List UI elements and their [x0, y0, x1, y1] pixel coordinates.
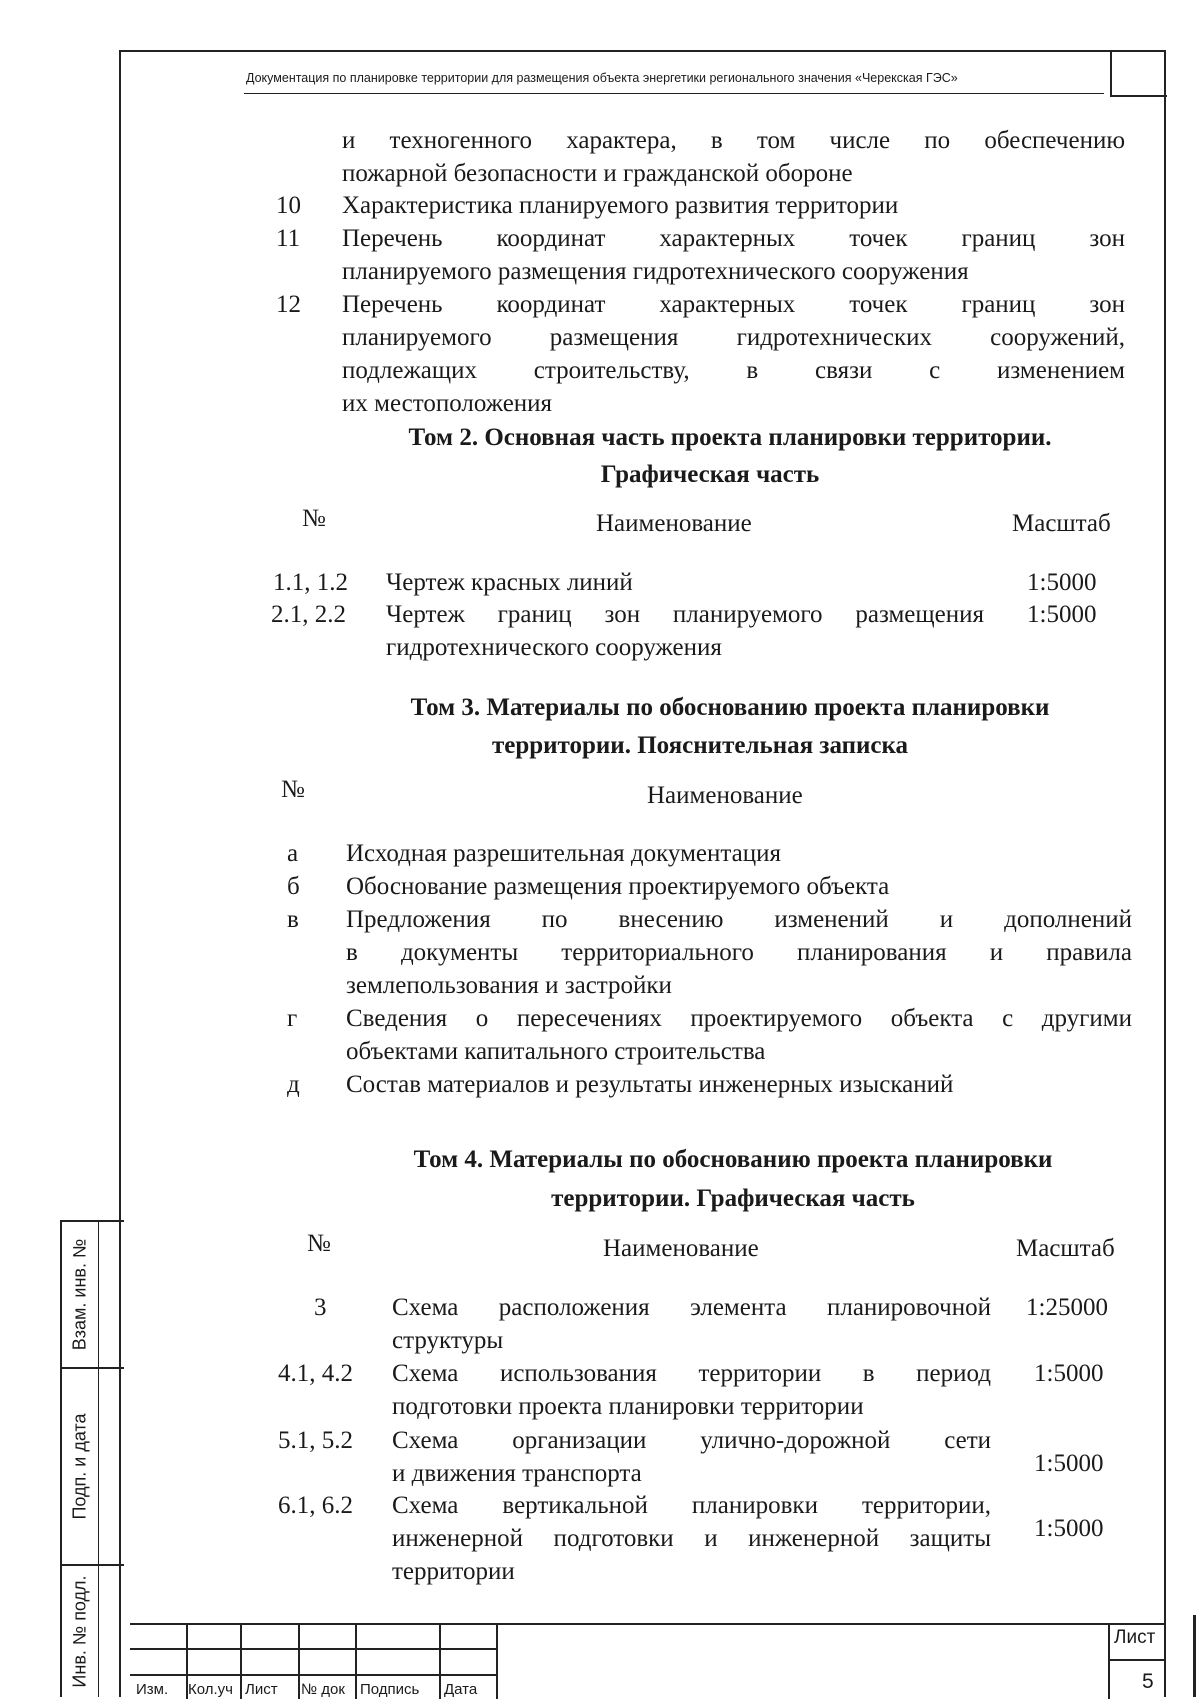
table-row-name: гидротехнического сооружения [386, 634, 722, 661]
title-block [130, 1623, 1165, 1699]
table-row-name: Схема вертикальной планировки территории, [392, 1492, 991, 1519]
table-row-name: подготовки проекта планировки территории [392, 1393, 864, 1420]
stamp-label: Подп. и дата [69, 1413, 90, 1520]
table-row-scale: 1:5000 [1034, 1515, 1104, 1542]
table-row-num: 2.1, 2.2 [271, 601, 346, 628]
table-row-num: 5.1, 5.2 [278, 1427, 353, 1454]
list-item-text: Предложения по внесению изменений и дополнений [346, 906, 1132, 933]
stamp-label: Взам. инв. № [69, 1238, 90, 1351]
list-item-number: в [287, 906, 299, 933]
table-row-name: Схема организации улично-дорожной сети [392, 1427, 991, 1454]
table-row-name: Схема расположения элемента планировочной [392, 1294, 991, 1321]
tom3-title-line1: Том 3. Материалы по обоснованию проекта планировки [410, 694, 1050, 721]
list-item-text: планируемого размещения гидротехнических сооружений, [342, 324, 1125, 351]
stamp-vzam-inv [60, 1220, 124, 1369]
tom3-col-num: № [281, 776, 305, 803]
table-row-name: Схема использования территории в период [392, 1360, 991, 1387]
header-corner-box [1110, 52, 1167, 97]
title-block-list: Лист [245, 1681, 278, 1698]
table-row-name: структуры [392, 1327, 504, 1354]
list-item-text: в документы территориального планирования и правила [346, 939, 1132, 966]
list-item-text: Состав материалов и результаты инженерных изысканий [346, 1071, 954, 1098]
table-row-name: и движения транспорта [392, 1460, 642, 1487]
sheet-label: Лист [1114, 1627, 1156, 1648]
list-item-number: 12 [276, 291, 301, 318]
list-item-text: подлежащих строительству, в связи с изменением [342, 357, 1125, 384]
list-item-text: Перечень координат характерных точек границ зон [342, 225, 1125, 252]
tom3-col-name: Наименование [647, 782, 803, 809]
header-rule [244, 93, 1104, 94]
list-item-text: Перечень координат характерных точек границ зон [342, 291, 1125, 318]
table-row-num: 1.1, 1.2 [273, 569, 348, 596]
table-row-scale: 1:5000 [1034, 1360, 1104, 1387]
title-block-ndok: № док [301, 1681, 345, 1698]
table-row-scale: 1:25000 [1026, 1294, 1108, 1321]
tom2-col-scale: Масштаб [1012, 510, 1111, 537]
edge-mark [1193, 1615, 1196, 1697]
stamp-inv-podl [60, 1566, 124, 1697]
stamp-label: Инв. № подл. [69, 1575, 90, 1688]
table-row-num: 3 [314, 1294, 327, 1321]
list-item-number: г [287, 1005, 298, 1032]
tom2-title-line1: Том 2. Основная часть проекта планировки территории. [408, 424, 1052, 451]
list-item-text: Обоснование размещения проектируемого объекта [346, 873, 890, 900]
sheet-number: 5 [1142, 1670, 1154, 1693]
table-row-num: 4.1, 4.2 [278, 1360, 353, 1387]
list-item-number: 10 [276, 192, 301, 219]
list-item-text: их местоположения [342, 390, 553, 417]
title-block-izm: Изм. [136, 1681, 169, 1698]
title-block-koluch: Кол.уч [188, 1681, 233, 1698]
document-header: Документация по планировке территории для размещения объекта энергетики регионального значения «Черекская ГЭС» [246, 71, 958, 85]
list-item-number: б [287, 873, 300, 900]
table-row-name: Чертеж красных линий [386, 569, 633, 596]
table-row-name: Чертеж границ зон планируемого размещения [386, 601, 984, 628]
tom4-col-scale: Масштаб [1016, 1235, 1115, 1262]
tom4-title-line2: территории. Графическая часть [551, 1185, 915, 1212]
tom4-col-num: № [307, 1230, 331, 1257]
stamp-podp-data [60, 1369, 124, 1566]
list-item-text: землепользования и застройки [346, 972, 672, 999]
list-item-number: 11 [276, 225, 301, 252]
intro-line-2: пожарной безопасности и гражданской обороне [342, 160, 853, 187]
intro-line-1: и техногенного характера, в том числе по обеспечению [342, 127, 1125, 154]
title-block-data: Дата [444, 1681, 478, 1698]
list-item-text: объектами капитального строительства [346, 1038, 766, 1065]
tom4-title-line1: Том 4. Материалы по обоснованию проекта планировки [413, 1146, 1053, 1173]
table-row-name: инженерной подготовки и инженерной защиты [392, 1525, 991, 1552]
tom2-col-name: Наименование [596, 510, 752, 537]
list-item-number: д [287, 1071, 300, 1098]
list-item-number: а [287, 840, 299, 867]
title-block-podpis: Подпись [360, 1681, 420, 1698]
tom2-col-num: № [302, 505, 326, 532]
list-item-text: планируемого размещения гидротехнического сооружения [342, 258, 969, 285]
table-row-name: территории [392, 1558, 515, 1585]
list-item-text: Характеристика планируемого развития территории [342, 192, 899, 219]
tom2-title-line2: Графическая часть [600, 461, 820, 488]
list-item-text: Сведения о пересечениях проектируемого объекта с другими [346, 1005, 1132, 1032]
table-row-scale: 1:5000 [1027, 601, 1097, 628]
table-row-scale: 1:5000 [1027, 569, 1097, 596]
table-row-num: 6.1, 6.2 [278, 1492, 353, 1519]
list-item-text: Исходная разрешительная документация [346, 840, 781, 867]
table-row-scale: 1:5000 [1034, 1450, 1104, 1477]
tom4-col-name: Наименование [603, 1235, 759, 1262]
tom3-title-line2: территории. Пояснительная записка [491, 732, 909, 759]
